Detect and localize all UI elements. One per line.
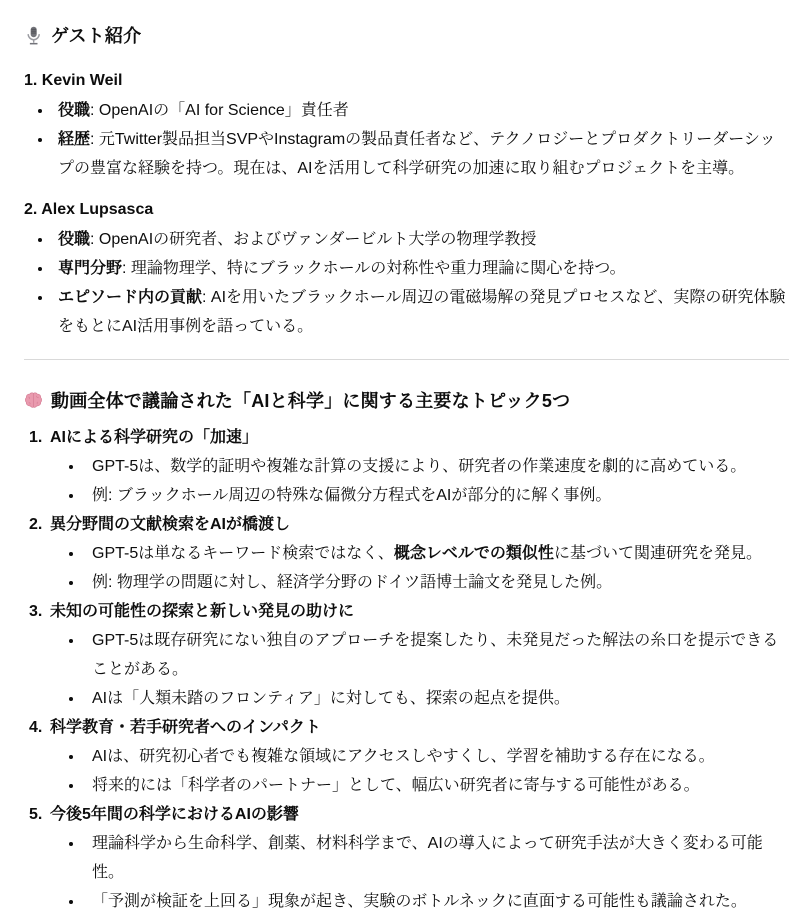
bullet-text: GPT-5は既存研究にない独自のアプローチを提案したり、未発見だった解法の糸口を提示できることがある。 [92, 632, 779, 678]
list-item [24, 887, 789, 916]
bullet-text: 例: ブラックホール周辺の特殊な偏微分方程式をAIが部分的に解く事例。 [92, 487, 612, 504]
topic-title: 3. 未知の可能性の探索と新しい発見の助けに [24, 597, 789, 626]
topic-item [24, 597, 789, 713]
list-item [24, 568, 789, 597]
guest-section-heading [24, 24, 789, 48]
bullet-text: : OpenAIの「AI for Science」責任者 [90, 102, 349, 119]
list-item [24, 742, 789, 771]
topics-section-title: 動画全体で議論された「AIと科学」に関する主要なトピック5つ [51, 391, 571, 411]
topic-item [24, 423, 789, 510]
section-divider [24, 359, 789, 360]
topic-number: 4. [29, 719, 43, 736]
topic-sublist [24, 626, 789, 713]
topic-title: 5. 今後5年間の科学におけるAIの影響 [24, 800, 789, 829]
topic-number: 3. [29, 603, 43, 620]
person-name-alex-lupsasca: 2. Alex Lupsasca [24, 201, 154, 218]
bullet-text: AIは、研究初心者でも複雑な領域にアクセスしやすくし、学習を補助する存在になる。 [92, 748, 715, 765]
list-item [24, 626, 789, 684]
bullet-label: 専門分野 [58, 260, 123, 277]
bullet-text: AIは「人類未踏のフロンティア」に対しても、探索の起点を提供。 [92, 690, 570, 707]
bullet-label: 経歴 [58, 131, 91, 148]
bullet-text: 将来的には「科学者のパートナー」として、幅広い研究者に寄与する可能性がある。 [92, 777, 700, 794]
list-item [24, 254, 789, 283]
list-item [24, 481, 789, 510]
list-item [24, 225, 789, 254]
bullet-label: エピソード内の貢献 [58, 289, 203, 306]
bullet-label: 役職 [58, 102, 91, 119]
person-detail-list [24, 225, 789, 341]
bullet-text: : AIを用いたブラックホール周辺の電磁場解の発見プロセスなど、実際の研究体験をもとにAI活用事例を語っている。 [58, 289, 786, 335]
list-item: GPT-5は単なるキーワード検索ではなく、概念レベルでの類似性に基づいて関連研究を発見。 [24, 539, 789, 568]
topic-sublist [24, 539, 789, 597]
guest-section-title: ゲスト紹介 [51, 26, 142, 46]
bullet-text: GPT-5は、数学的証明や複雑な計算の支援により、研究者の作業速度を劇的に高めている。 [92, 458, 747, 475]
topic-sublist [24, 829, 789, 916]
topic-title: 1. AIによる科学研究の「加速」 [24, 423, 789, 452]
brain-icon [24, 391, 43, 410]
bullet-text: 例: 物理学の問題に対し、経済学分野のドイツ語博士論文を発見した例。 [92, 574, 613, 591]
topic-title: 4. 科学教育・若手研究者へのインパクト [24, 713, 789, 742]
person-detail-list [24, 96, 789, 183]
list-item [24, 684, 789, 713]
topic-item [24, 510, 789, 597]
topic-title: 2. 異分野間の文献検索をAIが橋渡し [24, 510, 789, 539]
topic-sublist [24, 452, 789, 510]
bullet-text: : OpenAIの研究者、およびヴァンダービルト大学の物理学教授 [90, 231, 537, 248]
bullet-text: 「予測が検証を上回る」現象が起き、実験のボトルネックに直面する可能性も議論された。 [92, 893, 747, 910]
list-item [24, 96, 789, 125]
topics-section-heading [24, 389, 789, 413]
list-item [24, 771, 789, 800]
list-item [24, 125, 789, 183]
bullet-text: 理論科学から生命科学、創薬、材料科学まで、AIの導入によって研究手法が大きく変わる可能性。 [92, 835, 763, 881]
topics-list [24, 423, 789, 916]
topic-item [24, 713, 789, 800]
person-name-kevin-weil: 1. Kevin Weil [24, 72, 123, 89]
bullet-label: 役職 [58, 231, 91, 248]
list-item [24, 283, 789, 341]
topic-number: 5. [29, 806, 43, 823]
topic-sublist [24, 742, 789, 800]
list-item [24, 829, 789, 887]
topic-number: 1. [29, 429, 43, 446]
list-item [24, 452, 789, 481]
topic-item [24, 800, 789, 916]
microphone-icon [24, 26, 43, 45]
bullet-text: : 元Twitter製品担当SVPやInstagramの製品責任者など、テクノロジーとプロダクトリーダーシップの豊富な経験を持つ。現在は、AIを活用して科学研究の加速に取り組むプロジェクトを主導。 [58, 131, 776, 177]
bullet-text: GPT-5は単なるキーワード検索ではなく、 [92, 545, 394, 562]
bullet-text: : 理論物理学、特にブラックホールの対称性や重力理論に関心を持つ。 [122, 260, 626, 277]
topic-number: 2. [29, 516, 43, 533]
